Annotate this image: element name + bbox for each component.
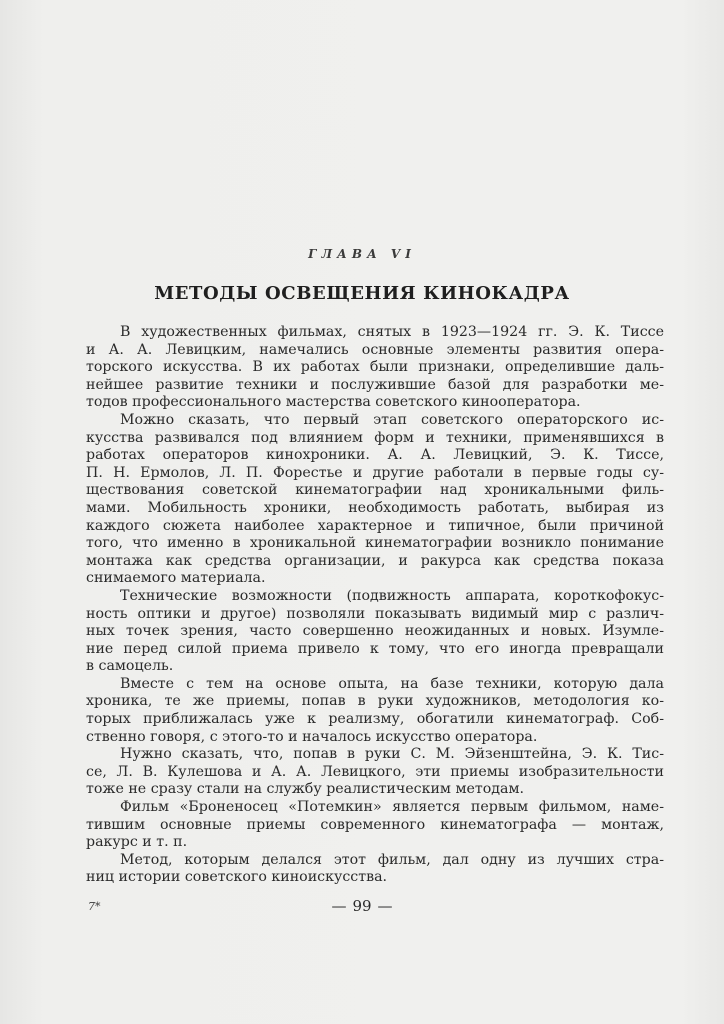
text-line: Можно сказать, что первый этап советского операторского ис- — [120, 411, 664, 428]
text-line: ние перед силой приема привело к тому, что его иногда превращали — [86, 640, 664, 657]
body-text — [86, 324, 664, 887]
text-line: Технические возможности (подвижность аппарата, короткофокус- — [120, 587, 664, 604]
chapter-label: ГЛАВА VI — [308, 247, 416, 261]
page-dash-right: — — [377, 897, 393, 915]
text-line: тоже не сразу стали на службу реалистическим методам. — [86, 781, 525, 798]
text-line: снимаемого материала. — [86, 570, 266, 587]
text-line: Фильм «Броненосец «Потемкин» является первым фильмом, наме- — [120, 799, 664, 816]
text-line: монтажа как средства организации, и ракурса как средства показа — [86, 552, 664, 569]
text-line: кусства развивался под влиянием форм и техники, применявшихся в — [86, 429, 664, 446]
text-line: ниц истории советского киноискусства. — [86, 869, 388, 886]
text-line: ность оптики и другое) позволяли показывать видимый мир с различ- — [86, 605, 664, 622]
text-line: Нужно сказать, что, попав в руки С. М. Эйзенштейна, Э. К. Тис- — [120, 746, 664, 763]
text-line: каждого сюжета наиболее характерное и типичное, были причиной — [86, 517, 664, 534]
text-line: в самоцель. — [86, 658, 174, 675]
text-line: торых приближалась уже к реализму, обогатили кинематограф. Соб- — [86, 711, 664, 728]
text-line: тодов профессионального мастерства советского кинооператора. — [86, 394, 581, 411]
text-line: работах операторов кинохроники. А. А. Левицкий, Э. К. Тиссе, — [86, 447, 664, 464]
text-line: того, что именно в хроникальной кинематографии возникло понимание — [86, 535, 664, 552]
chapter-title: МЕТОДЫ ОСВЕЩЕНИЯ КИНОКАДРА — [154, 283, 570, 304]
text-line: се, Л. В. Кулешова и А. А. Левицкого, эти приемы изобразительности — [86, 763, 664, 780]
page-number — [0, 897, 724, 915]
text-line: и А. А. Левицким, намечались основные элементы развития опера- — [86, 341, 664, 358]
text-line: Метод, которым делался этот фильм, дал одну из лучших стра- — [120, 851, 664, 868]
page-dash-left: — — [331, 897, 347, 915]
text-line: ракурс и т. п. — [86, 834, 188, 851]
text-line: П. Н. Ермолов, Л. П. Форестье и другие работали в первые годы су- — [86, 464, 664, 481]
text-line: тившим основные приемы современного кинематографа — монтаж, — [86, 816, 664, 833]
text-line: нейшее развитие техники и послужившие базой для разработки ме- — [86, 376, 664, 393]
text-line: Вместе с тем на основе опыта, на базе техники, которую дала — [120, 675, 664, 692]
text-line: В художественных фильмах, снятых в 1923—1924 гг. Э. К. Тиссе — [120, 324, 664, 340]
text-line: ных точек зрения, часто совершенно неожиданных и новых. Изумле- — [86, 623, 664, 640]
signature-mark: 7* — [88, 900, 101, 913]
page-number-value: 99 — [352, 897, 372, 915]
text-line: ществования советской кинематографии над хроникальными филь- — [86, 482, 664, 499]
text-line: торского искусства. В их работах были признаки, определившие даль- — [86, 359, 664, 376]
text-line: мами. Мобильность хроники, необходимость работать, выбирая из — [86, 499, 664, 516]
text-line: хроника, те же приемы, попав в руки художников, методология ко- — [86, 693, 664, 710]
text-line: ственно говоря, с этого-то и началось искусство оператора. — [86, 728, 538, 745]
